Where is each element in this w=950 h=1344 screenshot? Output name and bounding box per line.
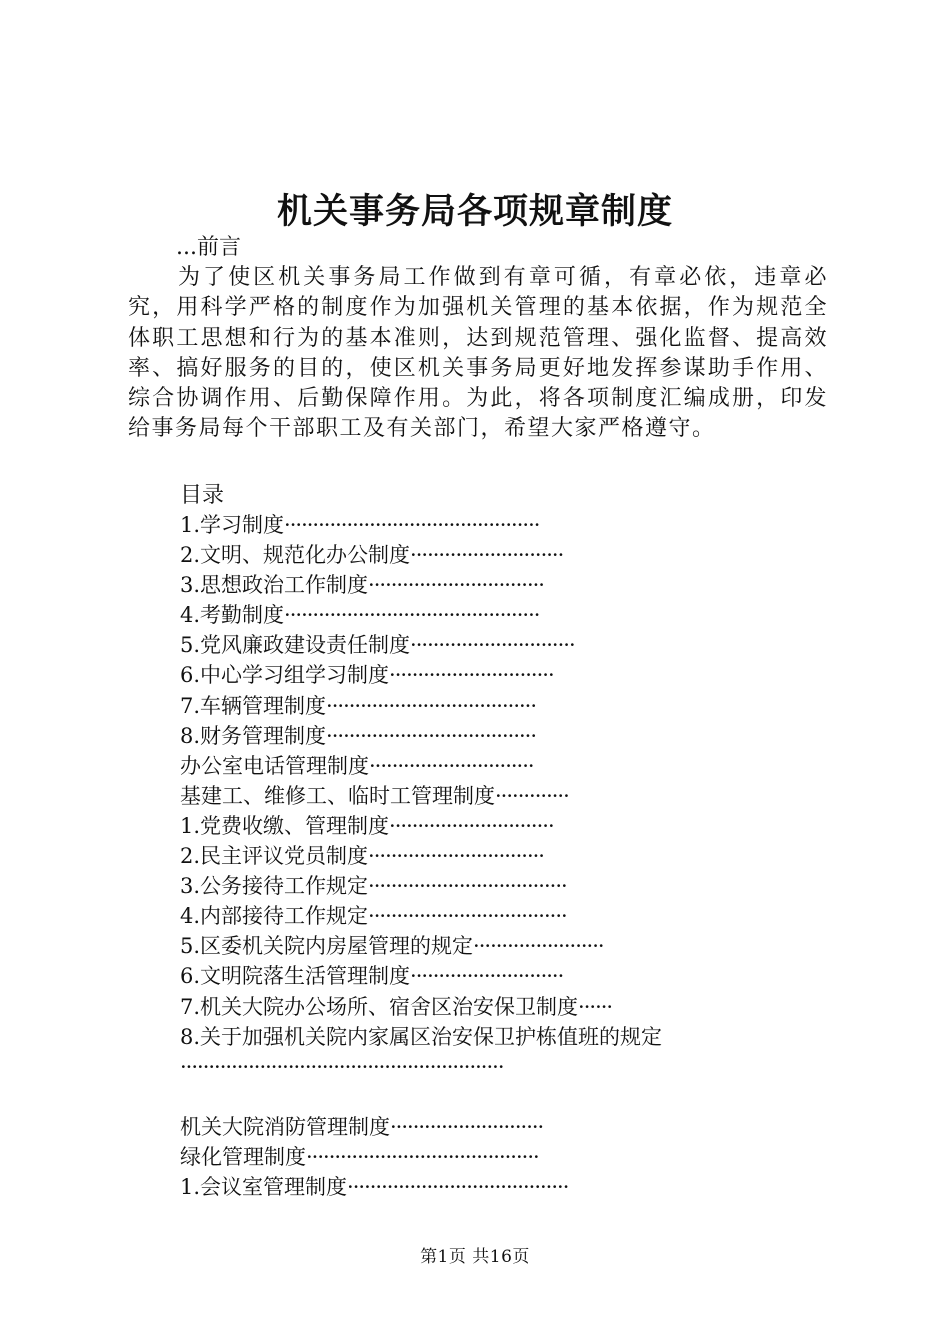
toc-item-label: 1.学习制度 bbox=[180, 513, 285, 537]
toc-item bbox=[180, 1142, 800, 1172]
toc-item-label: 1.会议室管理制度 bbox=[180, 1175, 348, 1200]
toc-item-label: 3.思想政治工作制度 bbox=[180, 573, 369, 598]
toc-item bbox=[180, 1172, 800, 1202]
toc-item-leader: ··························· bbox=[410, 964, 564, 989]
toc-item-label: 4.考勤制度 bbox=[180, 603, 285, 628]
toc-item-label: 5.区委机关院内房屋管理的规定 bbox=[180, 934, 474, 959]
toc-item bbox=[180, 630, 800, 660]
toc-item-leader: ····························· bbox=[410, 633, 575, 658]
toc-item-leader: ····························· bbox=[369, 753, 534, 778]
toc-item bbox=[180, 992, 800, 1022]
toc-item bbox=[180, 931, 800, 961]
page-footer: 第1页 共16页 bbox=[420, 1247, 530, 1267]
toc-item-leader: ····························· bbox=[389, 663, 554, 688]
toc-item-label: 7.机关大院办公场所、宿舍区治安保卫制度 bbox=[180, 994, 579, 1019]
table-of-contents bbox=[180, 510, 800, 1202]
toc-item bbox=[180, 660, 800, 690]
toc-item-leader: ··························· bbox=[390, 1114, 544, 1139]
preface-paragraph: 为了使区机关事务局工作做到有章可循，有章必依，违章必究，用科学严格的制度作为加强机关管理的基本依据，作为规范全体职工思想和行为的基本准则，达到规范管理、强化监督、提高效率、搞好服务的目的，使区机关事务局更好地发挥参谋助手作用、综合协调作用、后勤保障作用。为此，将各项制度汇编成册，印发给事务局每个干部职工及有关部门，希望大家严格遵守。 bbox=[128, 265, 828, 442]
toc-item-leader: ············· bbox=[495, 783, 569, 808]
toc-item-label: 7.车辆管理制度 bbox=[180, 693, 327, 718]
toc-item-leader: ········································· bbox=[306, 1144, 539, 1169]
toc-item-label: 5.党风廉政建设责任制度 bbox=[180, 633, 411, 658]
preface-label: ...前言 bbox=[176, 235, 241, 260]
toc-item-label: 绿化管理制度 bbox=[180, 1144, 306, 1169]
toc-title: 目录 bbox=[180, 483, 225, 508]
toc-item bbox=[180, 901, 800, 931]
toc-item-leader: ····································· bbox=[326, 693, 537, 718]
toc-item-label: 3.公务接待工作规定 bbox=[180, 874, 369, 899]
toc-item bbox=[180, 570, 800, 600]
document-title: 机关事务局各项规章制度 bbox=[276, 191, 673, 232]
toc-item bbox=[180, 540, 800, 570]
toc-item-label: 2.文明、规范化办公制度 bbox=[180, 543, 411, 568]
toc-item bbox=[180, 781, 800, 811]
toc-item-label: 2.民主评议党员制度 bbox=[180, 844, 369, 869]
toc-item-leader: ························································· bbox=[180, 1054, 504, 1079]
toc-item-label: 4.内部接待工作规定 bbox=[180, 904, 369, 929]
toc-item bbox=[180, 751, 800, 781]
toc-item-leader: ··························· bbox=[410, 543, 564, 568]
toc-item-label: 6.中心学习组学习制度 bbox=[180, 663, 390, 688]
toc-item bbox=[180, 961, 800, 991]
toc-item bbox=[180, 600, 800, 630]
toc-item-label: 6.文明院落生活管理制度 bbox=[180, 964, 411, 989]
toc-item bbox=[180, 691, 800, 721]
toc-item bbox=[180, 841, 800, 871]
toc-item-leader: ············································· bbox=[284, 513, 540, 537]
toc-item bbox=[180, 871, 800, 901]
toc-item bbox=[180, 1112, 800, 1142]
toc-item-label: 基建工、维修工、临时工管理制度 bbox=[180, 783, 495, 808]
toc-item-leader: ······················· bbox=[473, 934, 604, 959]
toc-item-leader: ··································· bbox=[368, 874, 567, 899]
toc-item-leader: ······································· bbox=[347, 1175, 569, 1200]
toc-item-label: 办公室电话管理制度 bbox=[180, 753, 369, 778]
toc-item-leader: ··································· bbox=[368, 904, 567, 929]
toc-item bbox=[180, 721, 800, 751]
toc-item-leader: ······························· bbox=[368, 573, 544, 598]
toc-item-leader: ····························· bbox=[389, 813, 554, 838]
toc-item bbox=[180, 811, 800, 841]
toc-item-label: 8.关于加强机关院内家属区治安保卫护栋值班的规定 bbox=[180, 1024, 663, 1049]
toc-item-leader: ······························· bbox=[368, 844, 544, 869]
toc-item-leader: ······ bbox=[578, 994, 613, 1019]
toc-item-label: 1.党费收缴、管理制度 bbox=[180, 813, 390, 838]
toc-item bbox=[180, 1022, 780, 1112]
toc-item-label: 8.财务管理制度 bbox=[180, 723, 327, 748]
toc-item-label: 机关大院消防管理制度 bbox=[180, 1114, 390, 1139]
toc-item-leader: ····································· bbox=[326, 723, 537, 748]
toc-item bbox=[180, 510, 800, 540]
toc-item-leader: ············································· bbox=[284, 603, 540, 628]
